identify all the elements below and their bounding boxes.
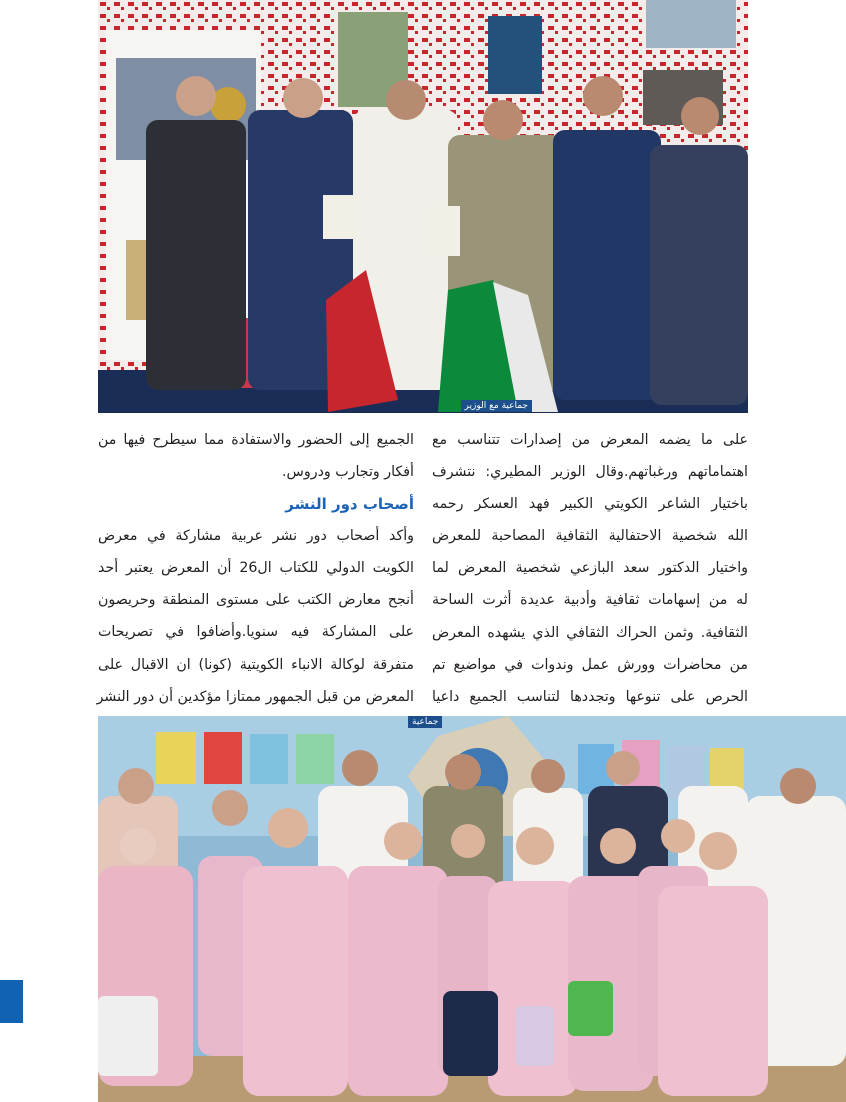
article-column-right: [432, 424, 748, 713]
text-line: أنجح معارض الكتب على مستوى المنطقة وحريصون: [98, 592, 414, 609]
text-line: الحرص على تنوعها وتجددها لتناسب الجميع داعيا: [432, 688, 748, 705]
photo-caption-top: جماعية مع الوزير: [461, 400, 532, 412]
text-line: على المشاركة فيه سنويا.وأضافوا في تصريحات: [98, 624, 414, 641]
text-line: أفكار وتجارب ودروس.: [282, 464, 414, 481]
text-line: متفرقة لوكالة الانباء الكويتية (كونا) ان الاقبال على: [98, 656, 414, 673]
photo-officials-group: [98, 0, 748, 413]
photo-caption-bottom: جماعية: [408, 716, 442, 728]
text-line: المعرض من قبل الجمهور ممتازا مؤكدين أن دور النشر: [96, 688, 414, 705]
text-line: على ما يضمه المعرض من إصدارات تتناسب مع: [432, 432, 748, 448]
text-line: الكويت الدولي للكتاب ال26 أن المعرض يعتبر أحد: [98, 560, 414, 577]
text-line: وأكد أصحاب دور نشر عربية مشاركة في معرض: [98, 528, 414, 545]
text-line: اهتماماتهم ورغباتهم.وقال الوزير المطيري: نتشرف: [432, 464, 748, 481]
article-column-left: [98, 424, 414, 713]
text-line: الثقافية. وثمن الحراك الثقافي الذي يشهده المعرض: [432, 624, 748, 641]
photo-students-group: [98, 716, 846, 1102]
text-line: واختيار الدكتور سعد البازعي شخصية المعرض لما: [432, 560, 748, 577]
text-line: له من إسهامات ثقافية وأدبية عديدة أثرت الساحة: [432, 592, 748, 609]
text-line: الجميع إلى الحضور والاستفادة مما سيطرح فيها من: [98, 432, 414, 448]
section-subheading: أصحاب دور النشر: [285, 495, 414, 514]
text-line: من محاضرات وورش عمل وندوات في مواضيع تم: [432, 656, 748, 673]
page-edge-tab: [0, 980, 23, 1023]
text-line: باختيار الشاعر الكويتي الكبير فهد العسكر رحمه: [432, 496, 748, 513]
text-line: الله شخصية الاحتفالية الثقافية المصاحبة للمعرض: [432, 528, 748, 545]
